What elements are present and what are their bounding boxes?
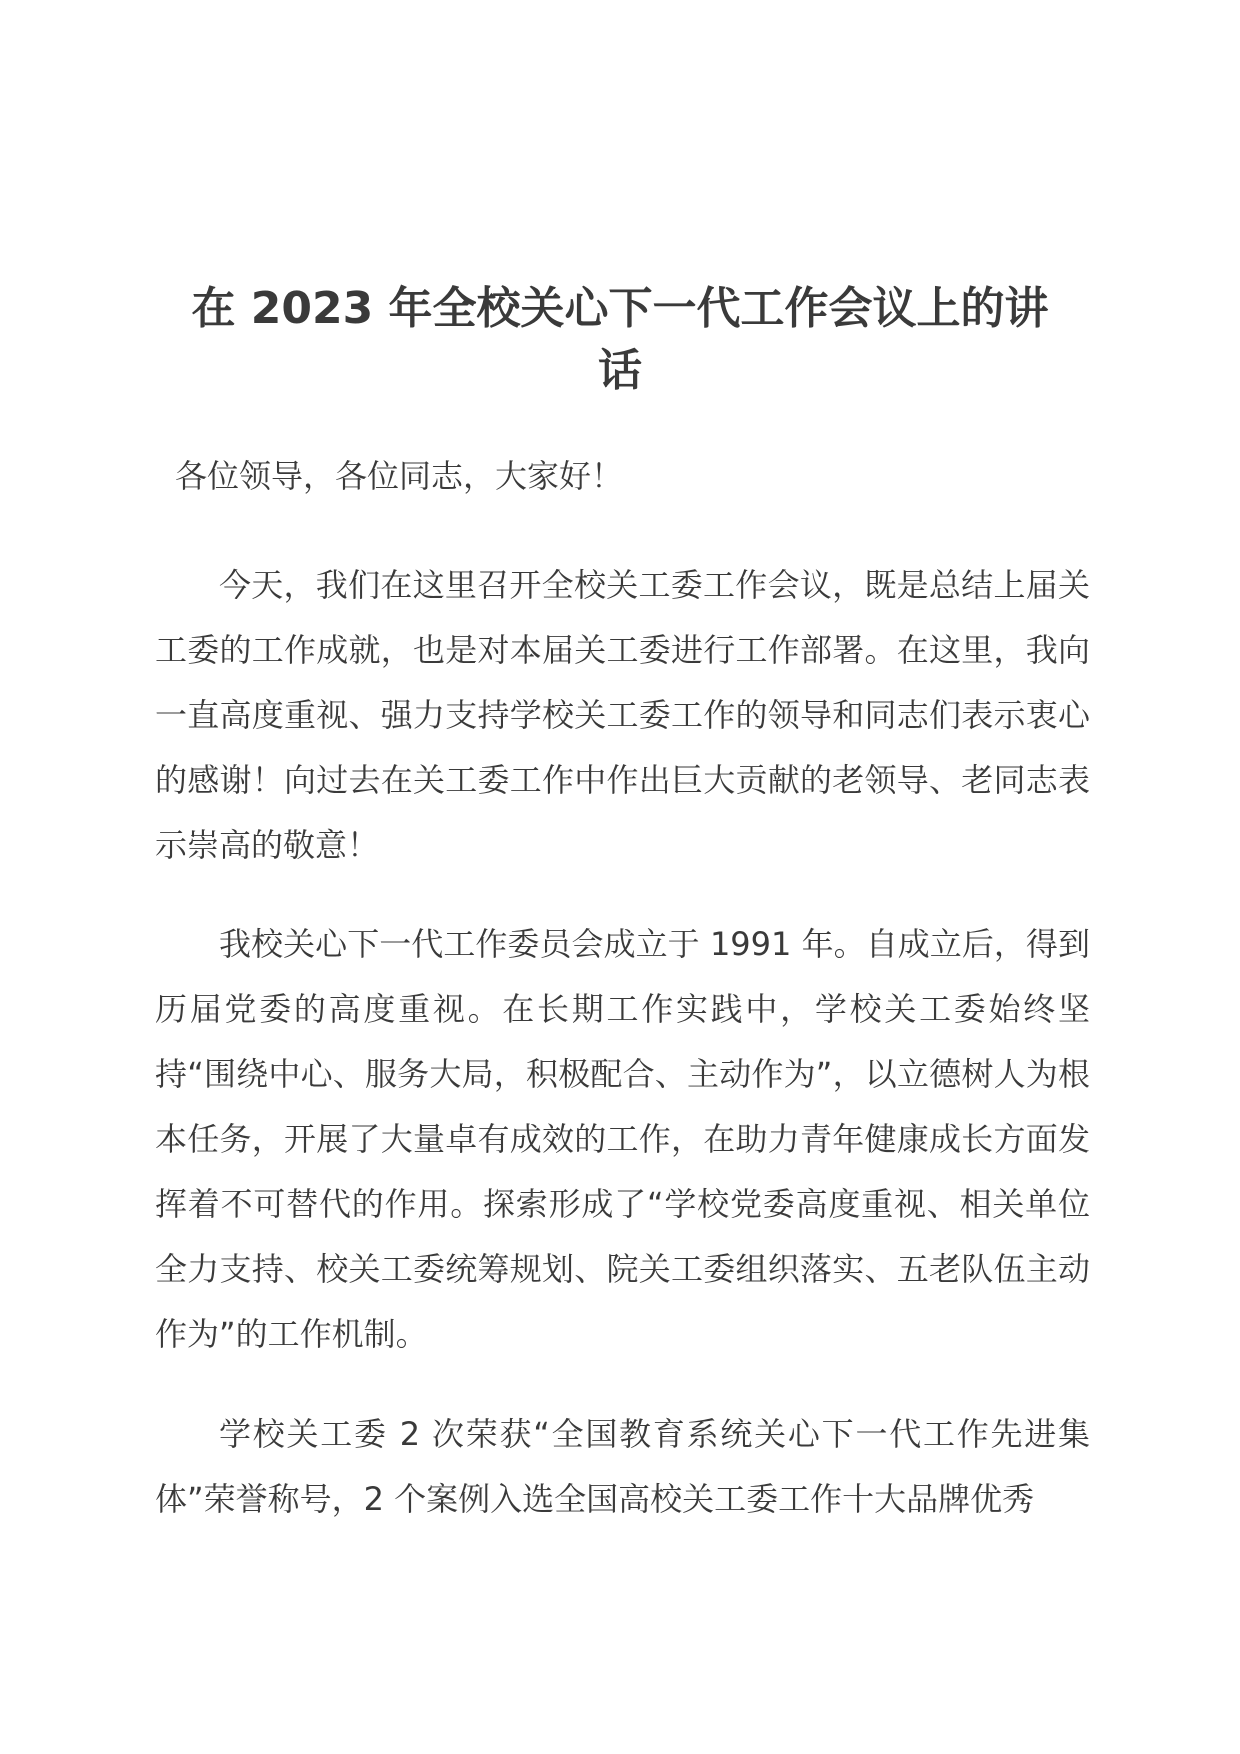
document-title: 在 2023 年全校关心下一代工作会议上的讲话 bbox=[191, 283, 1049, 396]
paragraph-1: 今天，我们在这里召开全校关工委工作会议，既是总结上届关工委的工作成就，也是对本届关工委进行工作部署。在这里，我向一直高度重视、强力支持学校关工委工作的领导和同志们表示衷心的感谢！向过去在关工委工作中作出巨大贡献的老领导、老同志表示崇高的敬意！ bbox=[155, 566, 1090, 864]
paragraph-2: 我校关心下一代工作委员会成立于 1991 年。自成立后，得到历届党委的高度重视。在长期工作实践中，学校关工委始终坚持“围绕中心、服务大局，积极配合、主动作为”，以立德树人为根本任务，开展了大量卓有成效的工作，在助力青年健康成长方面发挥着不可替代的作用。探索形成了“学校党委高度重视、相关单位全力支持、校关工委统筹规划、院关工委组织落实、五老队伍主动作为”的工作机制。 bbox=[155, 925, 1090, 1353]
salutation: 各位领导，各位同志，大家好！ bbox=[175, 457, 624, 495]
paragraph-3: 学校关工委 2 次荣获“全国教育系统关心下一代工作先进集体”荣誉称号，2 个案例入选全国高校关工委工作十大品牌优秀 bbox=[155, 1415, 1090, 1518]
